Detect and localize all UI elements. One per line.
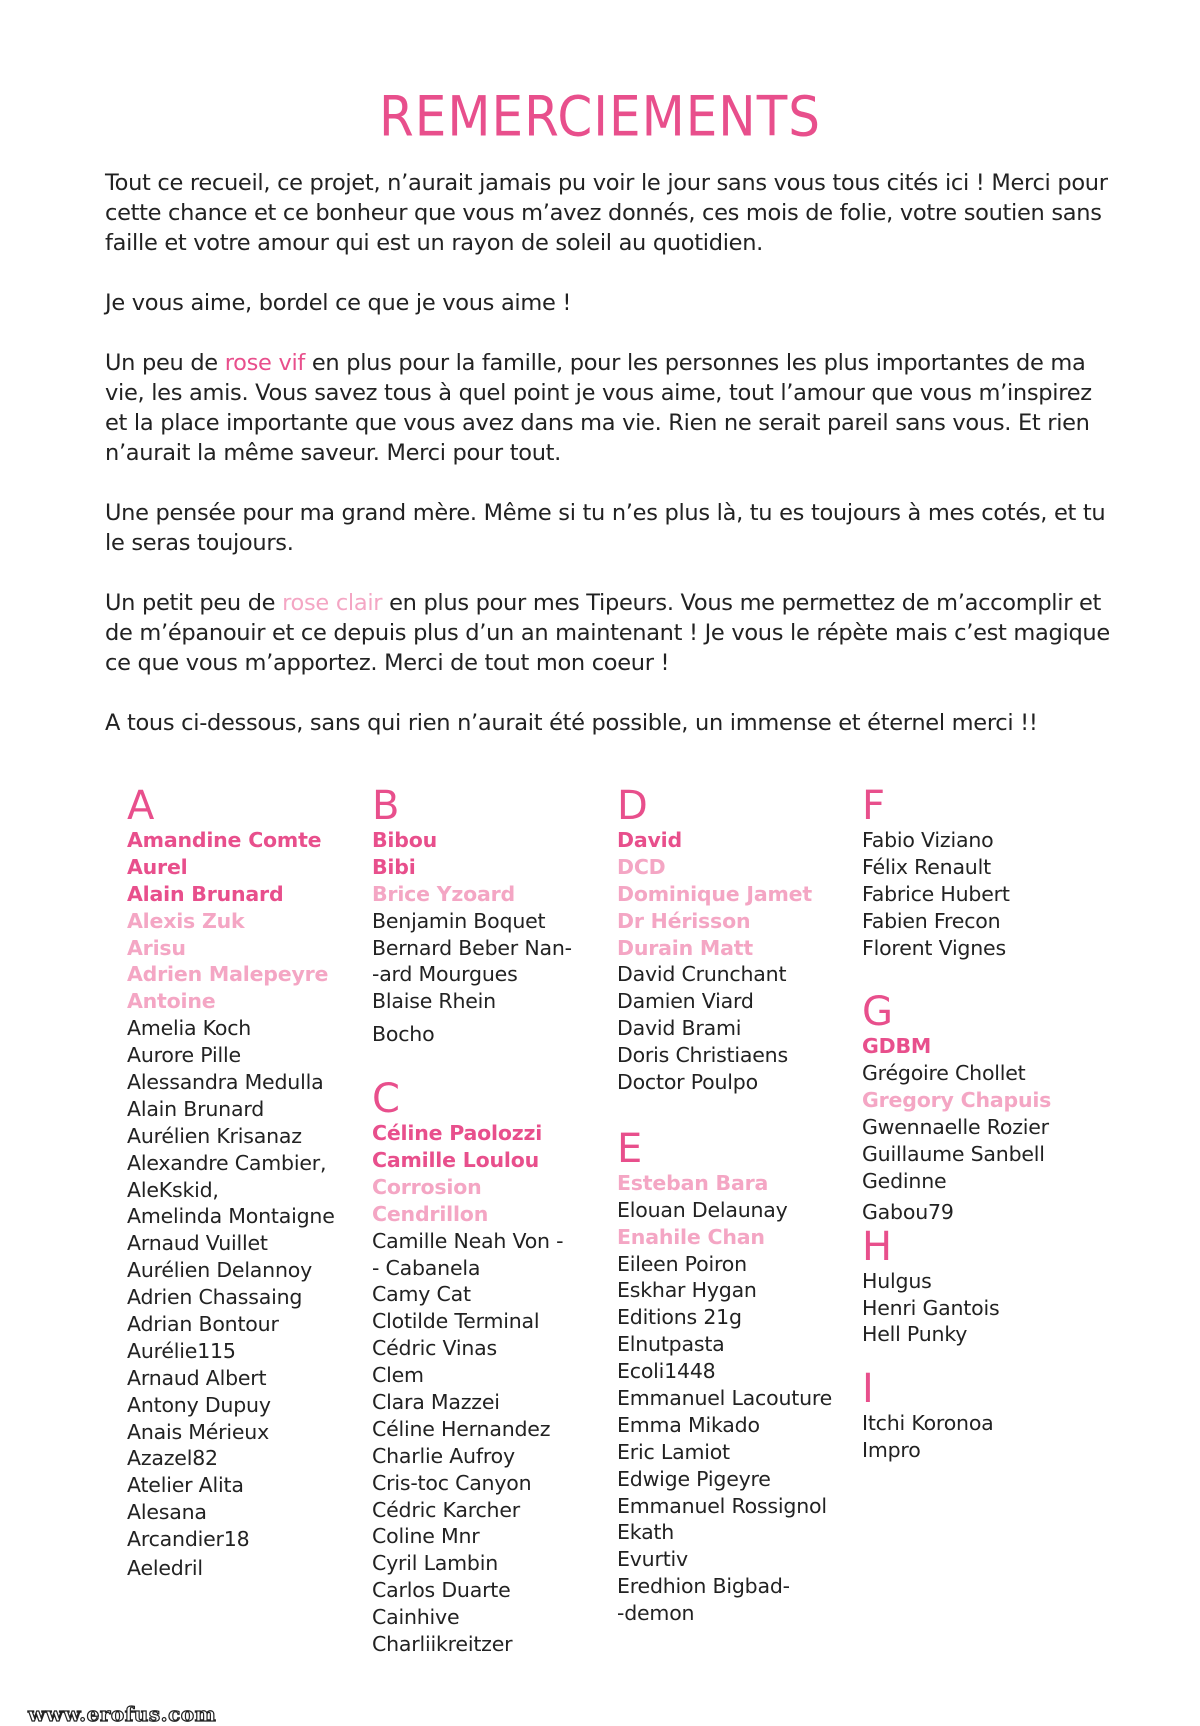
name-entry: Camy Cat (372, 1282, 471, 1307)
intro-paragraph-3 (105, 348, 1115, 468)
name-entry: Ekath (617, 1520, 675, 1545)
name-entry: Aurore Pille (127, 1043, 241, 1068)
name-entry: Adrien Malepeyre (127, 962, 329, 987)
name-entry: Guillaume Sanbell (862, 1142, 1045, 1167)
letter-section-g (862, 991, 1102, 1225)
name-entry: Emma Mikado (617, 1412, 760, 1437)
name-entry: Aurélie115 (127, 1338, 236, 1363)
name-entry: Durain Matt (617, 935, 753, 960)
name-entry: Evurtiv (617, 1547, 688, 1572)
intro-text (105, 168, 1115, 738)
name-entry: Doris Christiaens (617, 1043, 788, 1068)
name-entry: Alexis Zuk (127, 908, 245, 933)
section-letter: A (127, 783, 155, 829)
name-entry: Cendrillon (372, 1201, 489, 1226)
name-entry: Clotilde Terminal (372, 1309, 540, 1334)
name-entry: Dr Hérisson (617, 908, 751, 933)
name-entry: Enahile Chan (617, 1224, 765, 1249)
name-entry: Clem (372, 1363, 424, 1388)
intro-p3-before: Un peu de (105, 350, 225, 376)
name-column-3 (617, 785, 857, 1627)
name-entry: Anais Mérieux (127, 1419, 270, 1444)
name-entry: Charlie Aufroy (372, 1443, 515, 1468)
name-entry: - Cabanela (372, 1255, 481, 1280)
name-entry: Esteban Bara (617, 1170, 769, 1195)
name-entry: Benjamin Boquet (372, 908, 546, 933)
name-entry: Bernard Beber Nan- (372, 935, 572, 960)
name-entry: Aurélien Krisanaz (127, 1123, 302, 1148)
name-entry: Amelia Koch (127, 1016, 252, 1041)
name-entry: Amelinda Montaigne (127, 1204, 335, 1229)
intro-paragraph-6: A tous ci-dessous, sans qui rien n’aurait été possible, un immense et éternel merci !! (105, 710, 1038, 736)
name-entry: Camille Neah Von - (372, 1228, 564, 1253)
letter-section-a (127, 785, 367, 1582)
name-entry: David Crunchant (617, 962, 787, 987)
name-entry: Atelier Alita (127, 1473, 244, 1498)
section-letter: B (372, 783, 400, 829)
name-entry: Henri Gantois (862, 1295, 1000, 1320)
name-entry: Alain Brunard (127, 1096, 265, 1121)
name-entry: Céline Hernandez (372, 1416, 551, 1441)
name-entry: Aeledril (127, 1556, 203, 1581)
name-entry: Bocho (372, 1022, 435, 1047)
name-entry: Bibi (372, 854, 416, 879)
intro-p5-before: Un petit peu de (105, 590, 283, 616)
name-entry: Bibou (372, 828, 438, 852)
name-entry: Clara Mazzei (372, 1390, 500, 1415)
name-entry: Emmanuel Rossignol (617, 1493, 827, 1518)
name-entry: Cainhive (372, 1605, 460, 1630)
name-entry: Cédric Vinas (372, 1336, 497, 1361)
name-entry: Adrien Chassaing (127, 1285, 303, 1310)
section-letter: C (372, 1076, 400, 1123)
name-entry: Eredhion Bigbad- (617, 1574, 790, 1599)
intro-p3-after: en plus pour la famille, pour les personnes les plus importantes de ma vie, les amis. Vous savez tous à quel point je vous aime, tout l’amour que vous m’inspirez et la place importante que vous avez dans ma vie. Rien ne serait pareil sans vous. Et rien n’aurait la même saveur. Merci pour tout. (105, 350, 1092, 466)
name-entry: Eileen Poiron (617, 1251, 747, 1276)
name-entry: Eric Lamiot (617, 1439, 730, 1464)
name-entry: Gregory Chapuis (862, 1088, 1052, 1113)
name-entry: Aurel (127, 854, 188, 879)
name-entry: Emmanuel Lacouture (617, 1386, 833, 1411)
name-entry: Fabien Frecon (862, 908, 1001, 933)
page-title: REMERCIEMENTS (379, 85, 821, 149)
letter-section-e (617, 1125, 857, 1627)
name-entry: Damien Viard (617, 989, 754, 1014)
letter-section-f (862, 785, 1102, 961)
name-entry: Fabrice Hubert (862, 881, 1010, 906)
name-entry: Amandine Comte (127, 828, 322, 852)
name-entry: Azazel82 (127, 1446, 218, 1471)
name-entry: Adrian Bontour (127, 1312, 279, 1337)
section-letter: I (862, 1366, 874, 1413)
name-entry: Cris-toc Canyon (372, 1470, 532, 1495)
name-entry: Hell Punky (862, 1322, 968, 1347)
name-entry: Antoine (127, 989, 216, 1014)
name-entry: David (617, 828, 682, 852)
name-column-2 (372, 785, 612, 1658)
name-entry: Eskhar Hygan (617, 1278, 757, 1303)
name-entry: Elouan Delaunay (617, 1197, 788, 1222)
name-entry: Brice Yzoard (372, 881, 516, 906)
name-entry: Hulgus (862, 1268, 932, 1293)
name-entry: Impro (862, 1438, 921, 1463)
intro-paragraph-2: Je vous aime, bordel ce que je vous aime ! (105, 290, 572, 316)
name-column-4 (862, 785, 1102, 1464)
intro-paragraph-4: Une pensée pour ma grand mère. Même si tu n’es plus là, tu es toujours à mes cotés, et tu le seras toujours. (105, 500, 1106, 556)
watermark: www.erofus.com (28, 1702, 217, 1726)
name-entry: Félix Renault (862, 854, 991, 879)
name-entry: Alesana (127, 1500, 207, 1525)
name-entry: Alexandre Cambier, (127, 1150, 327, 1175)
intro-p5-after: en plus pour mes Tipeurs. Vous me permettez de m’accomplir et de m’épanouir et ce depuis plus d’un an maintenant ! Je vous le répète mais c’est magique ce que vous m’apportez. Merci de tout mon coeur ! (105, 590, 1110, 676)
name-entry: Doctor Poulpo (617, 1070, 758, 1095)
name-entry: Cédric Karcher (372, 1497, 520, 1522)
name-entry: Alain Brunard (127, 881, 284, 906)
letter-section-b (372, 785, 612, 1048)
name-entry: Céline Paolozzi (372, 1121, 543, 1146)
letter-section-h (862, 1223, 1102, 1349)
name-entry: GDBM (862, 1034, 932, 1059)
section-letter: G (862, 989, 893, 1036)
section-letter: D (617, 783, 648, 829)
name-entry: Gedinne (862, 1168, 947, 1193)
letter-section-d (617, 785, 857, 1096)
section-letter: E (617, 1125, 643, 1172)
name-entry: Camille Loulou (372, 1148, 540, 1173)
name-entry: Alessandra Medulla (127, 1070, 324, 1095)
name-entry: Carlos Duarte (372, 1578, 511, 1603)
rose-vif-highlight: rose vif (224, 350, 306, 376)
name-entry: Gwennaelle Rozier (862, 1115, 1049, 1140)
name-entry: Dominique Jamet (617, 881, 812, 906)
name-entry: Itchi Koronoa (862, 1411, 994, 1436)
intro-paragraph-5 (105, 588, 1115, 678)
name-entry: Arcandier18 (127, 1527, 250, 1552)
name-entry: Edwige Pigeyre (617, 1466, 771, 1491)
name-entry: Arnaud Albert (127, 1365, 267, 1390)
name-entry: Gabou79 (862, 1199, 954, 1224)
name-column-1 (127, 785, 367, 1582)
name-entry: Grégoire Chollet (862, 1061, 1026, 1086)
name-entry: Fabio Viziano (862, 828, 994, 852)
name-entry: Elnutpasta (617, 1332, 725, 1357)
section-letter: H (862, 1223, 893, 1270)
intro-paragraph-1: Tout ce recueil, ce projet, n’aurait jamais pu voir le jour sans vous tous cités ici ! Merci pour cette chance et ce bonheur que vous m’avez donnés, ces mois de folie, votre soutien sans faille et votre amour qui est un rayon de soleil au quotidien. (105, 170, 1108, 256)
name-entry: Editions 21g (617, 1305, 742, 1330)
name-entry: Aurélien Delannoy (127, 1258, 313, 1283)
name-entry: Antony Dupuy (127, 1392, 271, 1417)
letter-section-i (862, 1368, 1102, 1464)
name-entry: Cyril Lambin (372, 1551, 499, 1576)
name-entry: -ard Mourgues (372, 962, 518, 987)
name-entry: -demon (617, 1601, 695, 1626)
name-entry: David Brami (617, 1016, 742, 1041)
section-letter: F (862, 783, 886, 829)
rose-clair-highlight: rose clair (282, 590, 383, 616)
name-entry: DCD (617, 854, 666, 879)
name-entry: Charliikreitzer (372, 1632, 513, 1657)
name-entry: Ecoli1448 (617, 1359, 716, 1384)
name-entry: Arnaud Vuillet (127, 1231, 268, 1256)
name-entry: Coline Mnr (372, 1524, 480, 1549)
name-entry: Florent Vignes (862, 935, 1006, 960)
letter-section-c (372, 1078, 612, 1658)
name-entry: Arisu (127, 935, 186, 960)
name-entry: Corrosion (372, 1174, 482, 1199)
name-entry: AleKskid, (127, 1177, 219, 1202)
name-entry: Blaise Rhein (372, 989, 496, 1014)
